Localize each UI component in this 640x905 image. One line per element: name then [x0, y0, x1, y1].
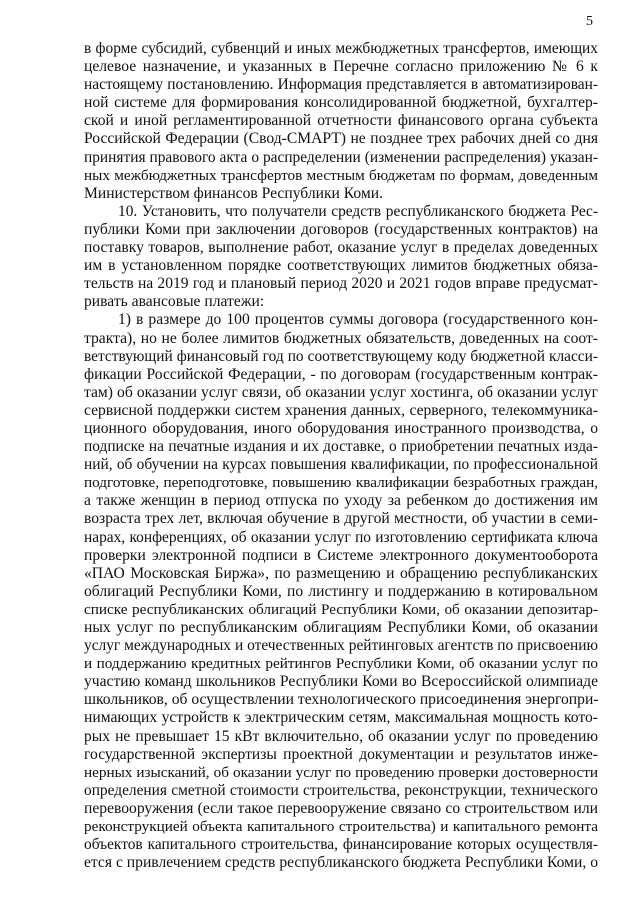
text-line: нимающих устройств к электрическим сетям, максимальная мощность кото-	[84, 709, 598, 727]
text-line: принятия правового акта о распределении (изменении распределения) указан-	[84, 148, 598, 166]
text-line: Министерством финансов Республики Коми.	[84, 184, 384, 202]
text-line: тельств на 2019 год и плановый период 2020 и 2021 годов вправе предусмат-	[84, 275, 598, 293]
text-line: сервисной поддержки систем хранения данных, серверного, телекоммуника-	[84, 401, 598, 419]
text-line: ской и иной регламентированной отчетности финансового органа субъекта	[84, 112, 598, 130]
text-line: возраста трех лет, включая обучение в другой местности, об участии в семи-	[84, 510, 598, 528]
document-body	[84, 40, 598, 872]
paragraph	[84, 203, 598, 312]
text-line: 1) в размере до 100 процентов суммы договора (государственного кон-	[118, 311, 598, 329]
text-line: подготовке, переподготовке, повышению квалификации безработных граждан,	[84, 474, 598, 492]
text-line: поставку товаров, выполнение работ, оказание услуг в пределах доведенных	[84, 239, 598, 257]
text-line: «ПАО Московская Биржа», по размещению и обращению республиканских	[84, 564, 598, 582]
text-line: ривать авансовые платежи:	[84, 293, 265, 311]
text-line: а также женщин в период отпуска по уходу за ребенком до достижения им	[84, 492, 598, 510]
text-line: ционного оборудования, иного оборудования иностранного производства, о	[84, 419, 598, 437]
text-line: ных услуг по республиканским облигациям Республики Коми, об оказании	[84, 619, 598, 636]
text-line: государственной экспертизы проектной документации и результатов инже-	[84, 745, 598, 763]
text-line: целевое назначение, и указанных в Перечне согласно приложению № 6 к	[84, 58, 598, 76]
text-line: ветствующий финансовый год по соответствующему коду бюджетной класси-	[84, 347, 598, 365]
text-line: ных межбюджетных трансфертов местным бюджетам по формам, доведенным	[84, 166, 598, 184]
text-line: рых не превышает 15 кВт включительно, об оказании услуг по проведению	[84, 727, 598, 745]
text-line: школьников, об осуществлении технологического присоединения энергопри-	[84, 691, 599, 709]
text-line: ной системе для формирования консолидированной бюджетной, бухгалтер-	[84, 94, 598, 112]
text-line: Российской Федерации (Свод-СМАРТ) не позднее трех рабочих дней со дня	[84, 130, 598, 148]
text-line: 10. Установить, что получатели средств республиканского бюджета Рес-	[118, 202, 598, 220]
paragraph	[84, 311, 598, 872]
text-line: определения сметной стоимости строительства, реконструкции, технического	[84, 781, 598, 799]
text-line: настоящему постановлению. Информация представляется в автоматизирован-	[84, 76, 598, 94]
text-line: проверки электронной подписи в Системе электронного документооборота	[84, 546, 598, 564]
page-number: 5	[586, 14, 593, 29]
text-line: публики Коми при заключении договоров (государственных контрактов) на	[84, 220, 598, 238]
text-line: фикации Российской Федерации, - по договорам (государственным контрак-	[84, 365, 598, 383]
text-line: ний, об обучении на курсах повышения квалификации, по профессиональной	[84, 456, 598, 474]
text-line: участию команд школьников Республики Коми во Всероссийской олимпиаде	[84, 673, 598, 691]
text-line: и поддержанию кредитных рейтингов Республики Коми, об оказании услуг по	[84, 655, 598, 673]
text-line: реконструкцией объекта капитального строительства) и капитального ремонта	[84, 818, 598, 836]
text-line: списке республиканских облигаций Республики Коми, об оказании депозитар-	[84, 600, 598, 618]
text-line: там) об оказании услуг связи, об оказании услуг хостинга, об оказании услуг	[84, 383, 598, 401]
text-line: нарах, конференциях, об оказании услуг по изготовлению сертификата ключа	[84, 528, 598, 546]
text-line: услуг международных и отечественных рейтинговых агентств по присвоению	[84, 637, 598, 655]
text-line: объектов капитального строительства, финансирование которых осуществля-	[84, 836, 598, 854]
text-line: ется с привлечением средств республиканского бюджета Республики Коми, о	[84, 854, 598, 872]
text-line: в форме субсидий, субвенций и иных межбюджетных трансфертов, имеющих	[84, 40, 598, 57]
text-line: подписке на печатные издания и их доставке, о приобретении печатных изда-	[84, 438, 598, 456]
text-line: им в установленном порядке соответствующих лимитов бюджетных обяза-	[84, 257, 598, 275]
text-line: облигаций Республики Коми, по листингу и поддержанию в котировальном	[84, 582, 598, 600]
text-line: нерных изысканий, об оказании услуг по проведению проверки достоверности	[84, 763, 598, 781]
text-line: перевооружения (если такое перевооружение связано со строительством или	[84, 799, 598, 817]
text-line: тракта), но не более лимитов бюджетных обязательств, доведенных на соот-	[84, 329, 598, 347]
paragraph	[84, 40, 598, 203]
